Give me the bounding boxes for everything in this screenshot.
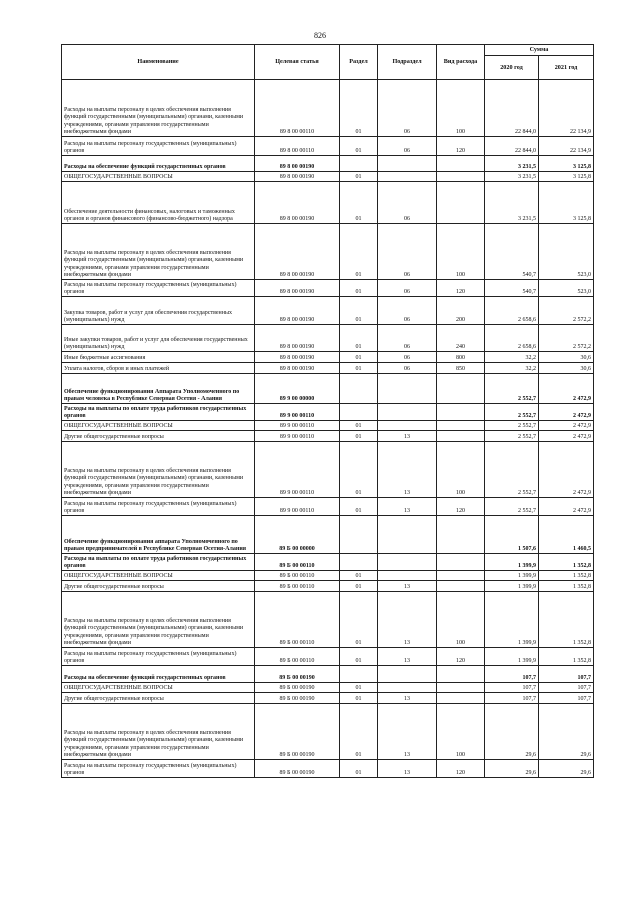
row-sum-2021: 29,6 — [539, 704, 594, 760]
row-expense-type: 100 — [437, 80, 485, 137]
row-target: 89 Б 00 00110 — [255, 581, 340, 592]
row-sum-2020: 32,2 — [485, 352, 539, 363]
row-sum-2021: 2 472,9 — [539, 421, 594, 431]
row-sum-2020: 3 231,5 — [485, 182, 539, 224]
row-section: 01 — [340, 352, 378, 363]
row-expense-type: 120 — [437, 498, 485, 516]
row-name: Другие общегосударственные вопросы — [62, 581, 255, 592]
row-section: 01 — [340, 297, 378, 325]
row-sum-2021: 2 472,9 — [539, 442, 594, 498]
row-subsection: 13 — [378, 760, 437, 778]
row-name: Расходы на выплаты персоналу в целях обеспечения выполнения функций государственными (муниципальными) органами, казенными учреждениями, органами управления государственными внебюджетными фондами — [62, 704, 255, 760]
row-target: 89 Б 00 00190 — [255, 666, 340, 683]
row-section: 01 — [340, 137, 378, 156]
row-target: 89 8 00 00190 — [255, 297, 340, 325]
row-sum-2020: 3 231,5 — [485, 156, 539, 172]
row-sum-2020: 107,7 — [485, 666, 539, 683]
row-expense-type — [437, 666, 485, 683]
row-expense-type: 100 — [437, 592, 485, 648]
row-sum-2020: 2 552,7 — [485, 404, 539, 421]
row-target: 89 Б 00 00190 — [255, 693, 340, 704]
row-name: Иные бюджетные ассигнования — [62, 352, 255, 363]
table-row — [62, 421, 594, 431]
row-sum-2021: 1 352,8 — [539, 648, 594, 666]
row-section — [340, 404, 378, 421]
row-target: 89 9 00 00110 — [255, 442, 340, 498]
row-section: 01 — [340, 172, 378, 182]
row-name: ОБЩЕГОСУДАРСТВЕННЫЕ ВОПРОСЫ — [62, 571, 255, 581]
row-sum-2021: 30,6 — [539, 352, 594, 363]
row-section — [340, 374, 378, 404]
table-row — [62, 224, 594, 280]
row-sum-2020: 1 399,9 — [485, 648, 539, 666]
row-expense-type — [437, 156, 485, 172]
table-row — [62, 280, 594, 297]
row-subsection: 13 — [378, 431, 437, 442]
table-row — [62, 297, 594, 325]
row-sum-2020: 1 399,9 — [485, 554, 539, 571]
row-section — [340, 516, 378, 554]
row-expense-type: 120 — [437, 280, 485, 297]
row-name: Уплата налогов, сборов и иных платежей — [62, 363, 255, 374]
table-row — [62, 704, 594, 760]
table-body — [62, 80, 594, 778]
row-subsection: 13 — [378, 592, 437, 648]
table-row — [62, 404, 594, 421]
row-name: ОБЩЕГОСУДАРСТВЕННЫЕ ВОПРОСЫ — [62, 683, 255, 693]
row-name: Обеспечение функционирования Аппарата Уполномоченного по правам человека в Республике Северная Осетия - Алания — [62, 374, 255, 404]
row-sum-2021: 1 352,8 — [539, 554, 594, 571]
row-sum-2021: 1 352,8 — [539, 581, 594, 592]
row-section: 01 — [340, 363, 378, 374]
row-target: 89 9 00 00110 — [255, 498, 340, 516]
row-expense-type: 100 — [437, 442, 485, 498]
row-target: 89 Б 00 00110 — [255, 571, 340, 581]
row-section: 01 — [340, 683, 378, 693]
row-sum-2021: 107,7 — [539, 683, 594, 693]
row-expense-type: 100 — [437, 704, 485, 760]
row-sum-2020: 2 552,7 — [485, 442, 539, 498]
table-row — [62, 693, 594, 704]
row-sum-2021: 1 352,8 — [539, 571, 594, 581]
table-row — [62, 137, 594, 156]
row-sum-2021: 523,0 — [539, 280, 594, 297]
row-target: 89 8 00 00110 — [255, 80, 340, 137]
row-sum-2020: 22 844,0 — [485, 80, 539, 137]
row-target: 89 8 00 00190 — [255, 352, 340, 363]
row-subsection: 06 — [378, 280, 437, 297]
row-sum-2020: 2 552,7 — [485, 498, 539, 516]
row-target: 89 Б 00 00110 — [255, 592, 340, 648]
table-row — [62, 571, 594, 581]
row-subsection: 06 — [378, 182, 437, 224]
row-sum-2020: 1 399,9 — [485, 581, 539, 592]
row-subsection: 06 — [378, 297, 437, 325]
row-name: Расходы на выплаты персоналу государственных (муниципальных) органов — [62, 648, 255, 666]
row-target: 89 8 00 00190 — [255, 280, 340, 297]
row-sum-2021: 22 134,9 — [539, 137, 594, 156]
row-name: Расходы на выплаты персоналу государственных (муниципальных) органов — [62, 498, 255, 516]
row-expense-type — [437, 172, 485, 182]
row-section — [340, 554, 378, 571]
row-subsection: 13 — [378, 581, 437, 592]
row-expense-type — [437, 581, 485, 592]
row-name: Расходы на выплаты по оплате труда работников государственных органов — [62, 554, 255, 571]
row-target: 89 Б 00 00110 — [255, 554, 340, 571]
row-sum-2020: 1 399,9 — [485, 571, 539, 581]
table-row — [62, 172, 594, 182]
row-sum-2021: 523,0 — [539, 224, 594, 280]
row-sum-2020: 2 658,6 — [485, 297, 539, 325]
row-sum-2020: 2 658,6 — [485, 325, 539, 352]
header-year-2020: 2020 год — [485, 56, 539, 80]
row-subsection: 06 — [378, 325, 437, 352]
table-row — [62, 431, 594, 442]
row-section: 01 — [340, 592, 378, 648]
row-expense-type — [437, 431, 485, 442]
row-target: 89 Б 00 00190 — [255, 704, 340, 760]
row-sum-2021: 2 472,9 — [539, 404, 594, 421]
table-row — [62, 592, 594, 648]
row-name: ОБЩЕГОСУДАРСТВЕННЫЕ ВОПРОСЫ — [62, 172, 255, 182]
row-sum-2020: 1 399,9 — [485, 592, 539, 648]
header-name: Наименование — [62, 45, 255, 80]
row-name: Расходы на обеспечение функций государственных органов — [62, 156, 255, 172]
row-sum-2021: 3 125,8 — [539, 182, 594, 224]
row-subsection: 13 — [378, 693, 437, 704]
row-sum-2020: 2 552,7 — [485, 431, 539, 442]
row-subsection: 13 — [378, 442, 437, 498]
row-sum-2020: 540,7 — [485, 224, 539, 280]
row-target: 89 8 00 00190 — [255, 182, 340, 224]
table-row — [62, 554, 594, 571]
row-expense-type — [437, 421, 485, 431]
row-target: 89 Б 00 00110 — [255, 648, 340, 666]
header-year-2021: 2021 год — [539, 56, 594, 80]
row-section: 01 — [340, 693, 378, 704]
row-section: 01 — [340, 182, 378, 224]
row-sum-2021: 29,6 — [539, 760, 594, 778]
row-target: 89 8 00 00110 — [255, 137, 340, 156]
row-target: 89 8 00 00190 — [255, 172, 340, 182]
row-sum-2020: 32,2 — [485, 363, 539, 374]
row-expense-type: 120 — [437, 648, 485, 666]
row-expense-type: 850 — [437, 363, 485, 374]
row-sum-2021: 2 572,2 — [539, 325, 594, 352]
row-expense-type: 120 — [437, 760, 485, 778]
row-subsection: 13 — [378, 648, 437, 666]
row-sum-2020: 107,7 — [485, 693, 539, 704]
row-sum-2021: 22 134,9 — [539, 80, 594, 137]
table-header — [62, 45, 594, 80]
row-expense-type — [437, 182, 485, 224]
table-row — [62, 516, 594, 554]
row-sum-2020: 107,7 — [485, 683, 539, 693]
row-name: Закупка товаров, работ и услуг для обеспечения государственных (муниципальных) нужд — [62, 297, 255, 325]
row-subsection: 06 — [378, 80, 437, 137]
row-name: Иные закупки товаров, работ и услуг для обеспечения государственных (муниципальных) нужд — [62, 325, 255, 352]
row-name: Расходы на выплаты персоналу государственных (муниципальных) органов — [62, 280, 255, 297]
row-expense-type — [437, 683, 485, 693]
row-section — [340, 156, 378, 172]
table-row — [62, 760, 594, 778]
row-section: 01 — [340, 648, 378, 666]
row-sum-2021: 2 472,9 — [539, 374, 594, 404]
row-sum-2020: 540,7 — [485, 280, 539, 297]
row-sum-2021: 2 472,9 — [539, 431, 594, 442]
row-sum-2021: 1 352,8 — [539, 592, 594, 648]
table-row — [62, 498, 594, 516]
row-expense-type: 100 — [437, 224, 485, 280]
row-subsection — [378, 374, 437, 404]
row-target: 89 8 00 00190 — [255, 156, 340, 172]
table-row — [62, 442, 594, 498]
header-sum: Сумма — [485, 45, 594, 56]
row-target: 89 9 00 00110 — [255, 404, 340, 421]
row-sum-2020: 2 552,7 — [485, 421, 539, 431]
row-expense-type: 240 — [437, 325, 485, 352]
row-name: Расходы на выплаты персоналу государственных (муниципальных) органов — [62, 760, 255, 778]
row-expense-type — [437, 374, 485, 404]
row-target: 89 9 00 00110 — [255, 421, 340, 431]
row-section: 01 — [340, 80, 378, 137]
row-sum-2021: 1 460,5 — [539, 516, 594, 554]
budget-table — [61, 44, 594, 778]
row-expense-type: 200 — [437, 297, 485, 325]
row-name: Расходы на выплаты персоналу в целях обеспечения выполнения функций государственными (муниципальными) органами, казенными учреждениями, органами управления государственными внебюджетными фондами — [62, 442, 255, 498]
row-subsection: 13 — [378, 704, 437, 760]
row-sum-2021: 2 472,9 — [539, 498, 594, 516]
row-sum-2021: 30,6 — [539, 363, 594, 374]
row-target: 89 9 00 00110 — [255, 431, 340, 442]
row-section: 01 — [340, 442, 378, 498]
row-name: ОБЩЕГОСУДАРСТВЕННЫЕ ВОПРОСЫ — [62, 421, 255, 431]
row-expense-type — [437, 404, 485, 421]
row-section: 01 — [340, 224, 378, 280]
row-sum-2021: 2 572,2 — [539, 297, 594, 325]
row-name: Расходы на выплаты персоналу в целях обеспечения выполнения функций государственными (муниципальными) органами, казенными учреждениями, органами управления государственными внебюджетными фондами — [62, 80, 255, 137]
table-row — [62, 325, 594, 352]
row-subsection — [378, 666, 437, 683]
row-expense-type: 120 — [437, 137, 485, 156]
row-expense-type — [437, 516, 485, 554]
row-target: 89 Б 00 00190 — [255, 760, 340, 778]
row-name: Расходы на выплаты персоналу в целях обеспечения выполнения функций государственными (муниципальными) органами, казенными учреждениями, органами управления государственными внебюджетными фондами — [62, 224, 255, 280]
header-expense-type: Вид расхода — [437, 45, 485, 80]
row-name: Обеспечение деятельности финансовых, налоговых и таможенных органов и органов финансового (финансово-бюджетного) надзора — [62, 182, 255, 224]
row-subsection — [378, 172, 437, 182]
header-subsection: Подраздел — [378, 45, 437, 80]
row-subsection: 06 — [378, 224, 437, 280]
row-target: 89 9 00 00000 — [255, 374, 340, 404]
row-section: 01 — [340, 760, 378, 778]
header-section: Раздел — [340, 45, 378, 80]
row-section — [340, 666, 378, 683]
row-name: Обеспечение функционирования аппарата Уполномоченного по правам предпринимателей в Республике Северная Осетия-Алания — [62, 516, 255, 554]
row-section: 01 — [340, 325, 378, 352]
row-subsection: 06 — [378, 352, 437, 363]
row-sum-2020: 2 552,7 — [485, 374, 539, 404]
table-row — [62, 80, 594, 137]
row-expense-type — [437, 571, 485, 581]
row-sum-2020: 29,6 — [485, 704, 539, 760]
table-row — [62, 374, 594, 404]
row-sum-2021: 3 125,8 — [539, 172, 594, 182]
row-sum-2021: 107,7 — [539, 666, 594, 683]
row-name: Расходы на выплаты персоналу государственных (муниципальных) органов — [62, 137, 255, 156]
row-subsection — [378, 156, 437, 172]
row-name: Расходы на выплаты по оплате труда работников государственных органов — [62, 404, 255, 421]
row-expense-type — [437, 693, 485, 704]
row-subsection — [378, 404, 437, 421]
row-section: 01 — [340, 581, 378, 592]
row-subsection: 13 — [378, 498, 437, 516]
row-subsection: 06 — [378, 363, 437, 374]
table-row — [62, 581, 594, 592]
row-expense-type — [437, 554, 485, 571]
table-row — [62, 352, 594, 363]
row-name: Расходы на обеспечение функций государственных органов — [62, 666, 255, 683]
row-subsection: 06 — [378, 137, 437, 156]
row-sum-2020: 22 844,0 — [485, 137, 539, 156]
row-subsection — [378, 683, 437, 693]
row-sum-2021: 107,7 — [539, 693, 594, 704]
row-section: 01 — [340, 571, 378, 581]
row-name: Расходы на выплаты персоналу в целях обеспечения выполнения функций государственными (муниципальными) органами, казенными учреждениями, органами управления государственными внебюджетными фондами — [62, 592, 255, 648]
row-sum-2020: 1 507,6 — [485, 516, 539, 554]
table-row — [62, 182, 594, 224]
table-row — [62, 363, 594, 374]
row-section: 01 — [340, 421, 378, 431]
row-target: 89 8 00 00190 — [255, 363, 340, 374]
row-sum-2021: 3 125,8 — [539, 156, 594, 172]
row-section: 01 — [340, 280, 378, 297]
row-subsection — [378, 516, 437, 554]
row-subsection — [378, 571, 437, 581]
row-name: Другие общегосударственные вопросы — [62, 693, 255, 704]
row-subsection — [378, 421, 437, 431]
row-sum-2020: 3 231,5 — [485, 172, 539, 182]
row-section: 01 — [340, 704, 378, 760]
row-target: 89 Б 00 00190 — [255, 683, 340, 693]
table-row — [62, 683, 594, 693]
page-number: 826 — [314, 31, 326, 40]
row-subsection — [378, 554, 437, 571]
row-sum-2020: 29,6 — [485, 760, 539, 778]
row-name: Другие общегосударственные вопросы — [62, 431, 255, 442]
table-row — [62, 666, 594, 683]
row-section: 01 — [340, 498, 378, 516]
row-expense-type: 800 — [437, 352, 485, 363]
table-row — [62, 648, 594, 666]
row-section: 01 — [340, 431, 378, 442]
row-target: 89 8 00 00190 — [255, 325, 340, 352]
row-target: 89 8 00 00190 — [255, 224, 340, 280]
table-row — [62, 156, 594, 172]
header-target: Целевая статья — [255, 45, 340, 80]
row-target: 89 Б 00 00000 — [255, 516, 340, 554]
